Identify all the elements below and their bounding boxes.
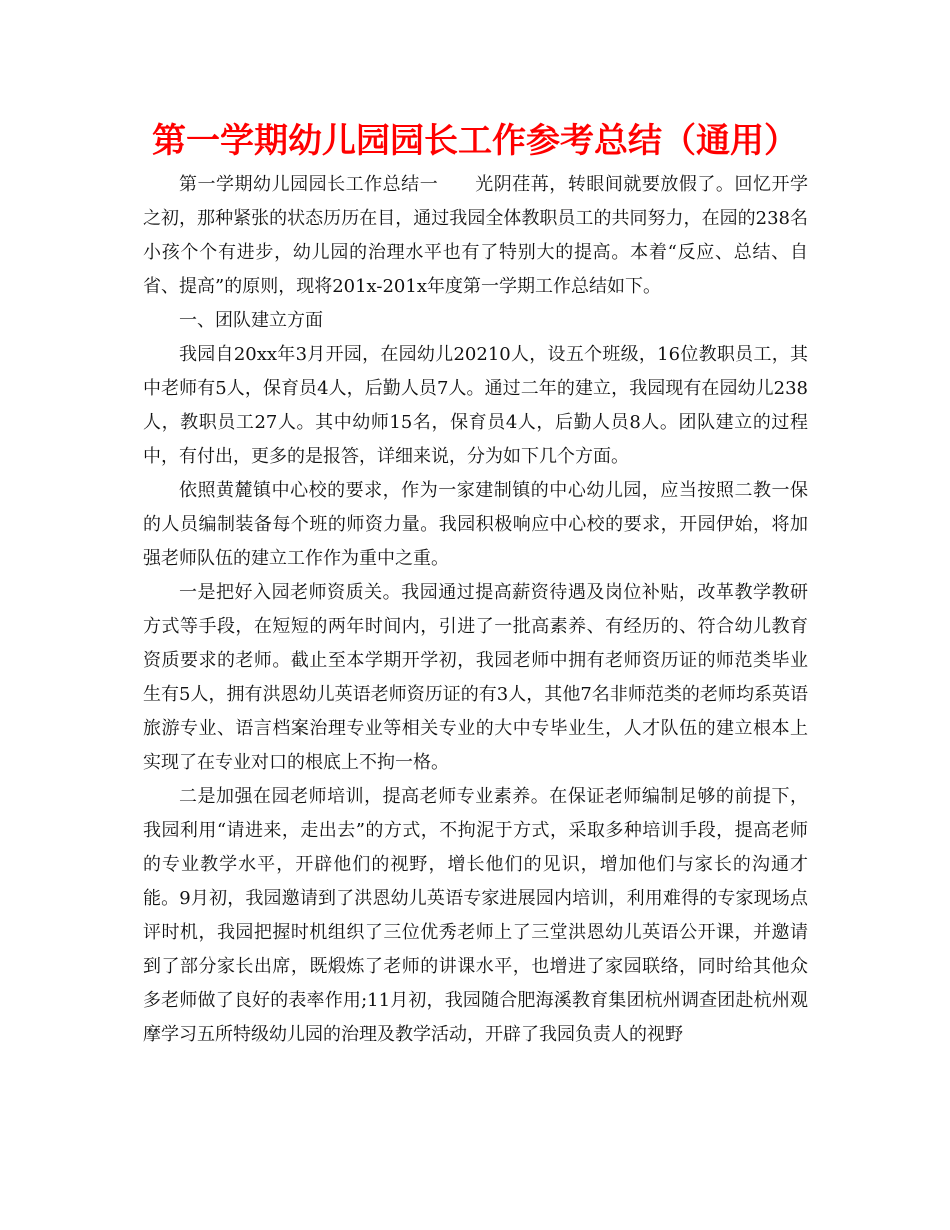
paragraph-training: 二是加强在园老师培训，提高老师专业素养。在保证老师编制足够的前提下，我园利用“请进来，走出去”的方式，不拘泥于方式，采取多种培训手段，提高老师的专业教学水平，开辟他们的视野，增长他们的见识，增加他们与家长的沟通才能。9月初，我园邀请到了洪恩幼儿英语专家进展园内培训，利用难得的专家现场点评时机，我园把握时机组织了三位优秀老师上了三堂洪恩幼儿英语公开课，并邀请到了部分家长出席，既煅炼了老师的讲课水平，也增进了家园联络，同时给其他众多老师做了良好的表率作用;11月初，我园随合肥海溪教育集团杭州调查团赴杭州观摩学习五所特级幼儿园的治理及教学活动，开辟了我园负责人的视野 — [143, 786, 808, 1045]
document-title: 第一学期幼儿园园长工作参考总结（通用） — [152, 121, 798, 161]
paragraph-intro: 第一学期幼儿园园长工作总结一 光阴荏苒，转眼间就要放假了。回忆开学之初，那种紧张的状态历历在目，通过我园全体教职员工的共同努力，在园的238名小孩个个有进步，幼儿园的治理水平也有了特别大的提高。本着“反应、总结、自省、提高”的原则，现将201x-201x年度第一学期工作总结如下。 — [143, 174, 808, 297]
paragraph-staffing: 我园自20xx年3月开园，在园幼儿20210人，设五个班级，16位教职员工，其中老师有5人，保育员4人，后勤人员7人。通过二年的建立，我园现有在园幼儿238人，教职员工27人。其中幼师15名，保育员4人，后勤人员8人。团队建立的过程中，有付出，更多的是报答，详细来说，分为如下几个方面。 — [143, 344, 808, 467]
document-body — [143, 168, 808, 1052]
section-heading-team-building: 一、团队建立方面 — [179, 310, 323, 331]
paragraph-requirements: 依照黄麓镇中心校的要求，作为一家建制镇的中心幼儿园，应当按照二教一保的人员编制装备每个班的师资力量。我园积极响应中心校的要求，开园伊始，将加强老师队伍的建立工作作为重中之重。 — [143, 480, 808, 569]
paragraph-qualification: 一是把好入园老师资质关。我园通过提高薪资待遇及岗位补贴，改革教学教研方式等手段，在短短的两年时间内，引进了一批高素养、有经历的、符合幼儿教育资质要求的老师。截止至本学期开学初，我园老师中拥有老师资历证的师范类毕业生有5人，拥有洪恩幼儿英语老师资历证的有3人，其他7名非师范类的老师均系英语旅游专业、语言档案治理专业等相关专业的大中专毕业生，人才队伍的建立根本上实现了在专业对口的根底上不拘一格。 — [143, 582, 808, 773]
